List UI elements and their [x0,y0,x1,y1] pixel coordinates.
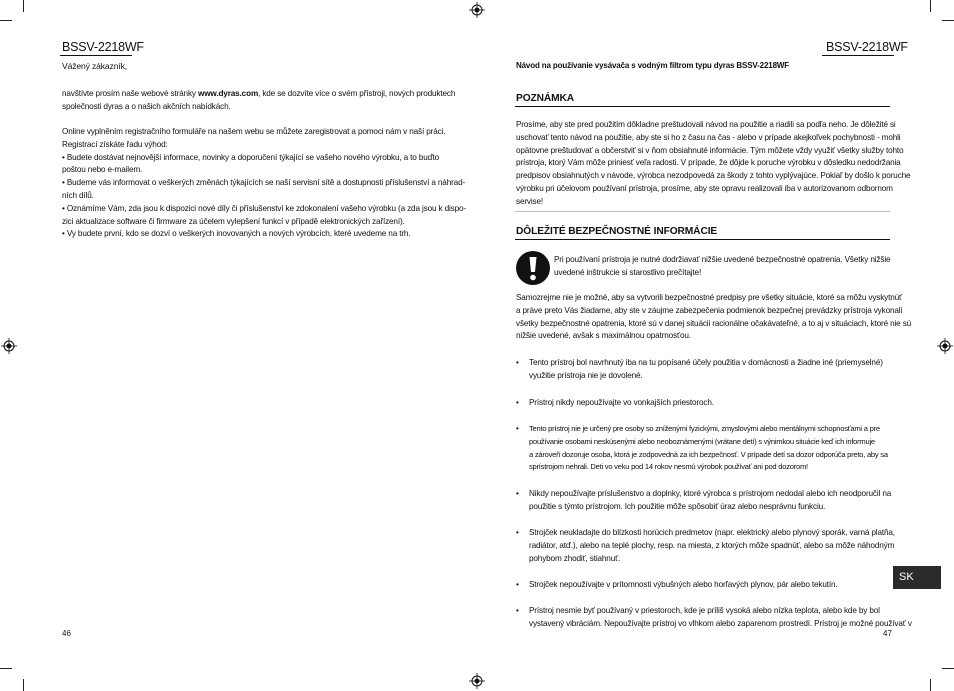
model-label: BSSV-2218WF [62,40,144,54]
greeting: Vážený zákazník, [62,61,127,71]
text-line: • Oznámíme Vám, zda jsou k dispozici nové díly či příslušenství ke zdokonalení vašeho výrobku (a zda jsou k dispo- [62,203,466,213]
crop-mark [930,679,931,691]
crop-mark [23,0,24,12]
text-line: Strojček neukladajte do blízkosti horúcich predmetov (napr. elektrický alebo plynový sporák, varná platňa, [529,528,895,537]
registration-mark-icon [1,338,17,354]
text-line: a zároveň dozoruje osoba, ktorá je zodpovedná za ich bezpečnosť. V prípade detí sa dozor odporúča preto, aby sa [529,449,888,459]
bullet-marker: • [516,528,519,537]
intro-text: , kde se dozvíte více o svém přístroji, nových produktech [258,89,456,98]
website-link[interactable]: www.dyras.com [197,89,259,98]
model-underline [60,55,132,56]
registration-mark-icon [937,338,953,354]
text-line: Prístroj nikdy nepoužívajte vo vonkajších priestoroch. [529,398,714,407]
heading-rule [515,239,890,240]
bullet-marker: • [516,358,519,367]
text-line: • Budeme vás informovat o veškerých změnách týkajících se naší servisní sítě a dostupnosti příslušenství a náhrad- [62,178,466,188]
intro-text: navštívte prosím naše webové stránky [62,89,198,98]
bullet-marker: • [516,606,519,615]
text-line: zici aktualizace software či firmware za účelem vylepšení funkcí v případě elektronických zařízení). [62,216,405,226]
section-divider [515,211,890,212]
text-line: využitie prístroja nie je dovolené. [529,370,643,380]
page-number: 47 [883,629,892,638]
page-number: 46 [62,629,71,638]
text-line: vystavený vibráciám. Nepoužívajte prístroj vo vlhkom alebo zaparenom prostredí. Prístroj je možné používať v [529,618,912,628]
language-tab: SK [893,566,941,589]
heading-rule [515,106,890,107]
text-line: servise! [516,196,544,206]
crop-mark [930,0,931,12]
text-line: sprístrojom nehrali. Deti vo veku pod 14 rokov nesmú výrobok používať ani pod dozorom! [529,462,808,472]
text-line: použitie s týmto prístrojom. Ich použitie môže spôsobiť úraz alebo nesprávnu funkciu. [529,501,826,511]
warning-text [554,254,890,280]
crop-mark [0,20,12,21]
text-line: ních dílů. [62,190,94,200]
text-line: Pri používaní prístroja je nutné dodržiavať nižšie uvedené bezpečnostné opatrenia. Všetky nižšie [554,255,891,264]
model-underline [822,55,894,56]
text-line: opätovne preštudovať a občerstviť si v ňom obsiahnuté informácie. Tým môžete vždy využiť všetky služby tohto [516,145,904,155]
crop-mark [0,668,12,669]
text-line: predpisov obsiahnutých v návode, výrobca nezodpovedá za škody z tohto vyplývajúce. Pokiaľ by došlo k poruche [516,171,911,181]
text-line: Strojček nepoužívajte v prítomnosti výbušných alebo horľavých plynov, pár alebo tekutín. [529,580,838,589]
text-line: nižšie uvedené, avšak s maximálnou opatrnosťou. [516,331,691,341]
text-line: • Budete dostávat nejnovější informace, novinky a doporučení týkající se vašeho nového výrobku, a to buďto [62,152,440,162]
bullet-marker: • [516,424,519,433]
text-line: všetky bezpečnostné opatrenia, ktoré sú v danej situácii racionálne očakávateľné, a to aj v situáciach, ktoré nie sú [516,318,912,328]
section-heading-note: POZNÁMKA [516,93,575,104]
text-line: Prístroj nesmie byť používaný v priestoroch, kde je príliš vysoká alebo nízka teplota, alebo kde by bol [529,606,880,615]
text-line: Online vyplněním registračního formuláře na našem webu se můžete zaregistrovat a pomoci nám v naší práci. [62,127,446,136]
bullet-marker: • [516,489,519,498]
model-label: BSSV-2218WF [826,40,908,54]
intro-paragraph [62,88,455,114]
crop-mark [942,20,954,21]
crop-mark [23,679,24,691]
text-line: a práve preto Vás žiadame, aby ste v záujme zabezpečenia podmienok bezpečnej prevádzky prístroja vykonali [516,305,903,315]
text-line: Prosíme, aby ste pred použitím dôkladne preštudovali návod na použitie a riadili sa podľa neho. Je dôležité si [516,120,896,129]
bullet-marker: • [516,398,519,407]
bullet-marker: • [516,580,519,589]
general-safety-paragraph [516,292,911,343]
registration-mark-icon [469,2,485,18]
note-paragraph [516,119,910,209]
text-line: pohybom zhodiť, stiahnuť. [529,553,621,563]
text-line: Nikdy nepoužívajte príslušenstvo a doplnky, ktoré výrobca s prístrojom nedodal alebo ich neodporučil na [529,489,892,498]
exclamation-warning-icon [516,251,550,285]
text-line: radiátor, atď.), alebo na teplé plochy, resp. na miesta, z ktorých môže spadnúť, alebo sa môže náhodným [529,540,895,550]
text-line: Registrací získáte řadu výhod: [62,139,168,149]
crop-mark [942,668,954,669]
section-heading-safety: DÔLEŽITÉ BEZPEČNOSTNÉ INFORMÁCIE [516,226,718,237]
intro-text: společnosti dyras a o našich akčních nabídkách. [62,101,231,111]
document-title: Návod na používanie vysávača s vodným filtrom typu dyras BSSV-2218WF [516,61,790,70]
text-line: poštou nebo e-mailem. [62,165,143,175]
text-line: Tento prístroj nie je určený pre osoby so zníženými fyzickými, zmyslovými alebo mentálnymi schopnosťami a pre [529,424,880,433]
text-line: Tento prístroj bol navrhnutý iba na tu popísané účely použitia v domácnosti a žiadne iné (priemyselné) [529,358,883,367]
text-line: prístroja, ktorý Vám môže priniesť veľa radosti. V prípade, že dôjde k poruche výrobku v dôsledku nedodržania [516,158,901,168]
text-line: uschovať tento návod na použitie, aby ste si ho z času na čas - alebo v prípade akejkoľvek pochybnosti - mohli [516,132,901,142]
registration-mark-icon [469,673,485,689]
registration-paragraph [62,126,466,241]
text-line: výrobku pri účelovom používaní prístroja, prosíme, aby ste opravu realizovali iba v autorizovanom odbornom [516,183,893,193]
text-line: Samozrejme nie je možné, aby sa vytvorili bezpečnostné predpisy pre všetky situácie, ktoré sa môžu vyskytnúť [516,293,902,302]
text-line: používanie osobami neskúsenými alebo neoboznámenými (vrátane detí) s výnimkou situácie keď ich informuje [529,436,875,446]
text-line: uvedené inštrukcie si starostlivo prečítajte! [554,267,702,277]
text-line: • Vy budete první, kdo se dozví o veškerých inovovaných a nových výrobcích, které uvedeme na trh. [62,229,411,239]
